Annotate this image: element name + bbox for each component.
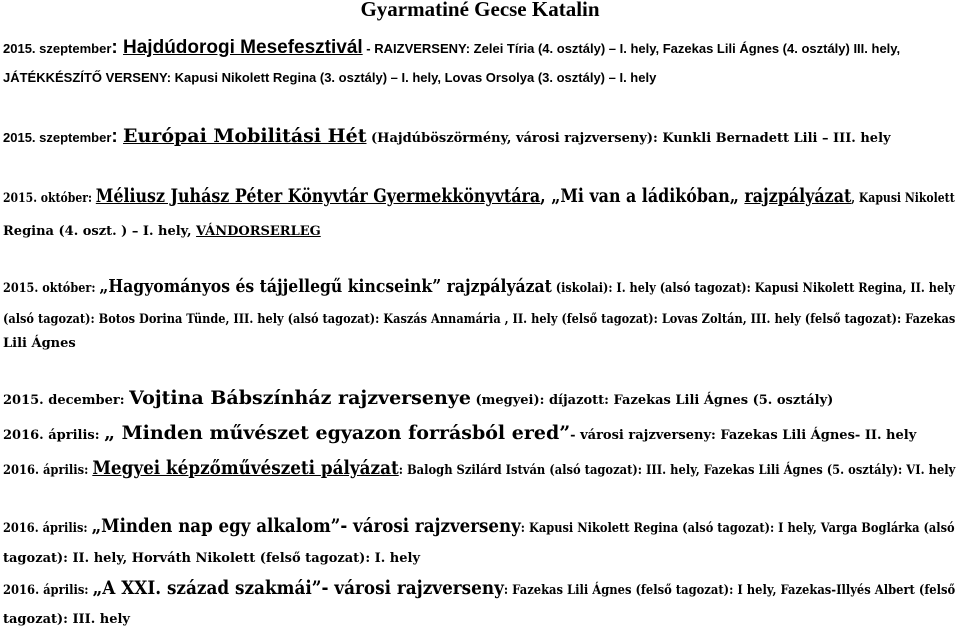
entry-text: „Hagyományos és tájjellegű kincseink” rajzpályázat xyxy=(99,276,552,297)
entry-text: Európai Mobilitási Hét xyxy=(123,125,367,147)
entry-text: 2015. október: xyxy=(3,191,96,206)
entry-text: JÁTÉKKÉSZÍTŐ VERSENY: Kapusi Nikolett Regina (3. osztály) – I. hely, Lovas Orsolya (3. osztály) – I. hely xyxy=(3,70,657,85)
entry-text: Lili Ágnes xyxy=(3,336,76,351)
entry-text: (megyei): díjazott: Fazekas Lili Ágnes (5. osztály) xyxy=(470,393,834,408)
entry-line xyxy=(3,185,955,207)
entry-line xyxy=(3,611,130,628)
entry-text: - RAIZVERSENY: Zelei Tíria (4. osztály) – I. hely, Fazekas Lili Ágnes (4. osztály) III. hely, xyxy=(362,41,901,56)
entry-text: Hajdúdorogi Mesefesztivál xyxy=(123,37,363,58)
entry-text: (Hajdúböszörmény, városi rajzverseny): Kunkli Bernadett Lili – III. hely xyxy=(366,131,891,146)
entry-text: : Fazekas Lili Ágnes (felső tagozat): I hely, Fazekas-Illyés Albert (felső xyxy=(503,583,956,598)
entry-text: 2015. szeptember xyxy=(3,41,112,56)
entry-line xyxy=(3,311,955,328)
entry-text: : Balogh Szilárd István (alsó tagozat): III. hely, Fazekas Lili Ágnes (5. osztály): VI. hely xyxy=(398,463,956,478)
entry-text: tagozat): II. hely, Horváth Nikolett (felső tagozat): I. hely xyxy=(3,551,421,566)
entry-text: 2016. április: xyxy=(3,428,105,443)
page-title: Gyarmatiné Gecse Katalin xyxy=(360,0,600,21)
entry-text: rajzpályázat xyxy=(744,185,852,207)
entry-line xyxy=(3,515,955,537)
entry-text: : xyxy=(111,126,124,147)
entry-line xyxy=(3,37,901,58)
entry-text: tagozat): III. hely xyxy=(3,612,130,627)
entry-text: Vojtina Bábszínház rajzversenye xyxy=(129,387,471,409)
entry-line xyxy=(3,550,420,567)
entry-text: Regina (4. oszt. ) – I. hely, xyxy=(3,224,197,239)
entry-text: Méliusz Juhász Péter Könyvtár Gyermekkönyvtára xyxy=(95,185,541,207)
entry-line xyxy=(3,335,76,352)
entry-text: Megyei képzőművészeti pályázat xyxy=(92,457,399,479)
entry-text: (iskolai): I. hely (alsó tagozat): Kapusi Nikolett Regina, II. hely xyxy=(551,281,955,296)
entry-line xyxy=(3,223,321,240)
entry-text: „ Minden művészet egyazon forrásból ered” xyxy=(104,422,571,444)
entry-line xyxy=(3,387,834,409)
entry-text: 2016. április: xyxy=(3,521,92,536)
entry-text: „A XXI. század szakmái”- városi rajzverseny xyxy=(92,577,504,599)
entry-text: , xyxy=(540,185,552,207)
entry-text: : xyxy=(111,37,124,58)
entry-line xyxy=(3,70,656,86)
entry-line xyxy=(3,422,917,444)
entry-line xyxy=(3,577,956,599)
entry-text: 2016. április: xyxy=(3,583,93,598)
entry-text: 2016. április: xyxy=(3,463,93,478)
entry-text: : Kapusi Nikolett Regina (alsó tagozat): I hely, Varga Boglárka (alsó xyxy=(520,521,955,536)
entry-text: VÁNDORSERLEG xyxy=(196,224,321,239)
entry-text: , Kapusi Nikolett xyxy=(851,191,955,206)
entry-text: (alsó tagozat): Botos Dorina Tünde, III. hely (alsó tagozat): Kaszás Annamária , II. hely (felső tagozat): Lovas Zoltán, III. hely (felső tagozat): Fazekas xyxy=(3,312,956,327)
entry-line xyxy=(3,125,891,147)
entry-text: „Mi van a ládikóban„ xyxy=(551,185,745,207)
entry-text: 2015. október: xyxy=(3,281,100,296)
entry-line xyxy=(3,457,956,479)
entry-text: - városi rajzverseny: Fazekas Lili Ágnes- II. hely xyxy=(570,428,917,443)
entry-line xyxy=(3,276,955,297)
entry-text: 2015. szeptember xyxy=(3,130,112,145)
entry-text: 2015. december: xyxy=(3,393,130,408)
entry-text: „Minden nap egy alkalom”- városi rajzverseny xyxy=(91,515,521,537)
